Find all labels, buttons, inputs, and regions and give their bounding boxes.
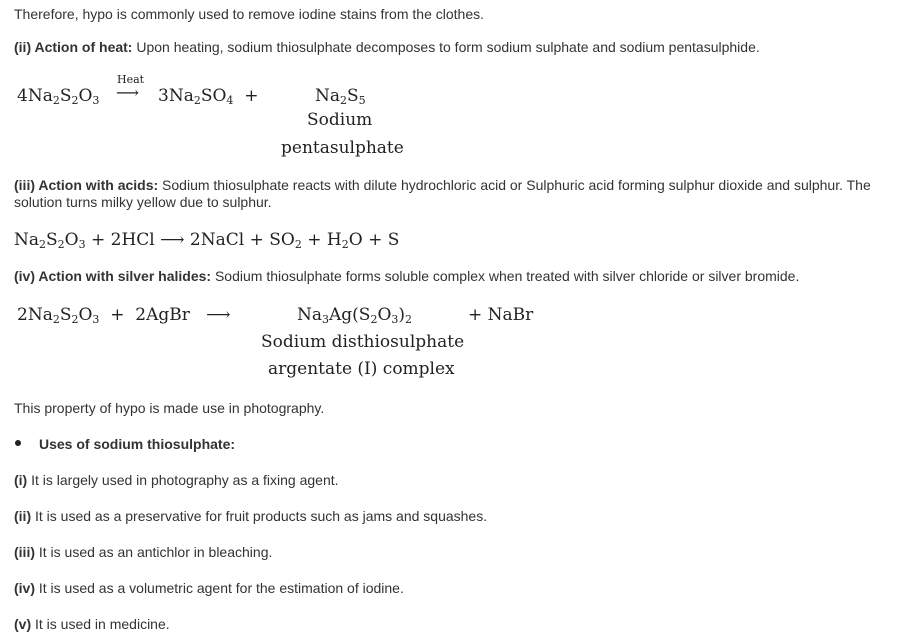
- arrow-icon: ⟶: [116, 83, 139, 102]
- acid-text: Sodium thiosulphate reacts with dilute hydrochloric acid or Sulphuric acid forming sulphur dioxide and sulphur. The solution turns milky yellow due to sulphur.: [14, 177, 871, 210]
- heat-text: Upon heating, sodium thiosulphate decomposes to form sodium sulphate and sodium pentasulphide.: [132, 39, 760, 55]
- use-item-1: (i) It is largely used in photography as a fixing agent.: [14, 472, 339, 488]
- acid-equation: $Na_2S_2O_3 + 2HCl$ ⟶ 2NaCl + $SO_2 + H_2O + S$: [14, 230, 400, 251]
- bullet-icon: [15, 440, 21, 446]
- heat-equation-product2: $Na_2S_5$: [315, 86, 366, 107]
- acid-paragraph: [14, 177, 894, 211]
- complex-label-1: Sodium disthiosulphate: [261, 332, 465, 352]
- halide-paragraph: [14, 268, 799, 285]
- heat-heading: (ii) Action of heat:: [14, 39, 133, 55]
- use-item-4: (iv) It is used as a volumetric agent for the estimation of iodine.: [14, 580, 404, 596]
- use-item-5: (v) It is used in medicine.: [14, 616, 170, 632]
- photo-note: This property of hypo is made use in photography.: [14, 400, 325, 416]
- halide-text: Sodium thiosulphate forms soluble complex when treated with silver chloride or silver bromide.: [211, 268, 800, 284]
- intro-text: Therefore, hypo is commonly used to remove iodine stains from the clothes.: [14, 6, 484, 22]
- complex-label-2: argentate (I) complex: [268, 359, 455, 379]
- uses-heading: Uses of sodium thiosulphate:: [39, 436, 236, 452]
- product-label-sodium: Sodium: [307, 110, 373, 130]
- acid-heading: (iii) Action with acids:: [14, 177, 159, 193]
- use-item-2: (ii) It is used as a preservative for fruit products such as jams and squashes.: [14, 508, 488, 524]
- halide-equation-reactants: $2Na_2S_2O_3$ + 2AgBr ⟶: [17, 305, 231, 326]
- halide-equation-complex: $Na_3Ag(S_2O_3)_2$: [297, 305, 413, 326]
- heat-equation-reactant: $4Na_2S_2O_3$: [17, 86, 100, 107]
- product-label-pentasulphate: pentasulphate: [281, 138, 404, 158]
- halide-heading: (iv) Action with silver halides:: [14, 268, 212, 284]
- heat-condition: Heat: [117, 73, 145, 86]
- halide-equation-nabr: + NaBr: [468, 305, 534, 325]
- use-item-3: (iii) It is used as an antichlor in bleaching.: [14, 544, 273, 560]
- heat-equation-products: $3Na_2SO_4$ +: [158, 86, 259, 107]
- heat-paragraph: [14, 39, 760, 56]
